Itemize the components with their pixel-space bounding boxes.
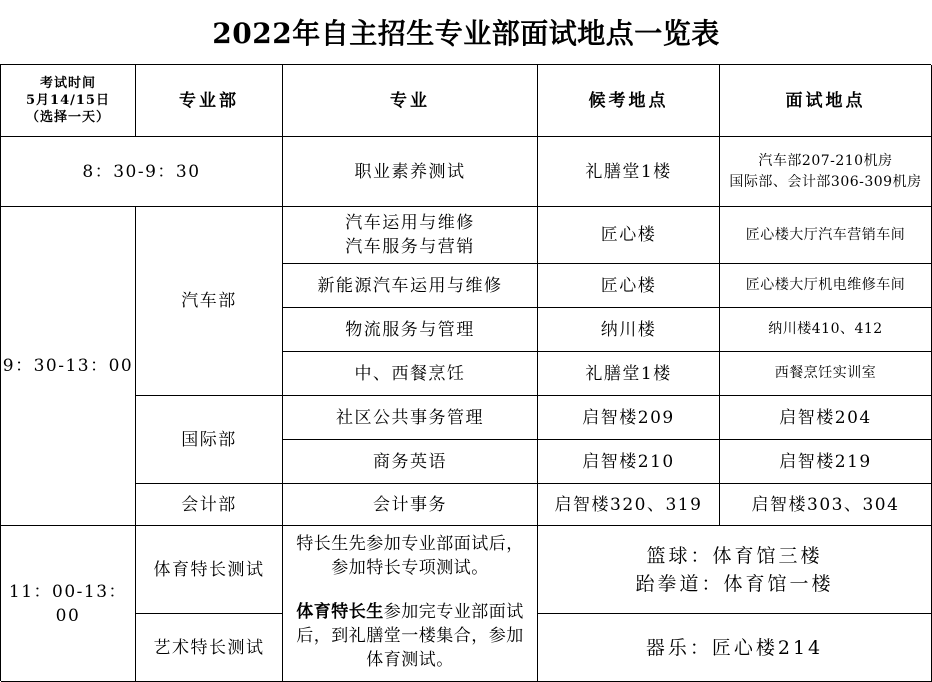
literacy-major: 职业素养测试 [283, 137, 538, 207]
header-exam-time: 考试时间 5月14/15日 （选择一天） [1, 65, 136, 137]
special-notes [283, 526, 538, 682]
header-department: 专业部 [136, 65, 283, 137]
header-interview-location: 面试地点 [720, 65, 932, 137]
dept-accounting: 会计部 [136, 484, 283, 526]
note-bottom-bold: 体育特长生 [296, 602, 384, 622]
table-row-interview: 匠心楼大厅机电维修车间 [720, 264, 932, 308]
schedule-table [0, 64, 931, 681]
table-row-interview: 启智楼303、304 [720, 484, 932, 526]
dept-international: 国际部 [136, 396, 283, 484]
table-row-interview: 匠心楼大厅汽车营销车间 [720, 207, 932, 264]
page-title: 2022年自主招生专业部面试地点一览表 [212, 17, 720, 50]
special-time: 11：00-13： 00 [1, 526, 136, 682]
table-row-major: 社区公共事务管理 [283, 396, 538, 440]
header-major: 专业 [283, 65, 538, 137]
header-waiting-location: 候考地点 [538, 65, 720, 137]
literacy-time: 8：30-9：30 [1, 137, 283, 207]
note-top: 特长生先参加专业部面试后，参加特长专项测试。 [296, 534, 524, 578]
note-bottom-rest: 参加完专业部面试后，到礼膳堂一楼集合，参加体育测试。 [296, 602, 524, 670]
table-row-waiting: 启智楼210 [538, 440, 720, 484]
table-row-major: 会计事务 [283, 484, 538, 526]
morning-time: 9：30-13：00 [1, 207, 136, 526]
table-row-interview: 启智楼219 [720, 440, 932, 484]
table-row-interview: 西餐烹饪实训室 [720, 352, 932, 396]
table-row-waiting: 启智楼209 [538, 396, 720, 440]
table-row-waiting: 纳川楼 [538, 308, 720, 352]
literacy-interview: 汽车部207-210机房 国际部、会计部306-309机房 [720, 137, 932, 207]
art-test: 艺术特长测试 [136, 614, 283, 682]
table-row-major: 中、西餐烹饪 [283, 352, 538, 396]
sports-test: 体育特长测试 [136, 526, 283, 614]
table-row-waiting: 礼膳堂1楼 [538, 352, 720, 396]
table-row-major: 汽车运用与维修 汽车服务与营销 [283, 207, 538, 264]
dept-auto: 汽车部 [136, 207, 283, 396]
note-bottom [289, 600, 531, 672]
table-row-interview: 启智楼204 [720, 396, 932, 440]
table-row-waiting: 匠心楼 [538, 207, 720, 264]
literacy-waiting: 礼膳堂1楼 [538, 137, 720, 207]
table-row-waiting: 匠心楼 [538, 264, 720, 308]
sports-location: 篮球：体育馆三楼 跆拳道：体育馆一楼 [538, 526, 932, 614]
table-row-interview: 纳川楼410、412 [720, 308, 932, 352]
table-row-major: 新能源汽车运用与维修 [283, 264, 538, 308]
table-row-major: 商务英语 [283, 440, 538, 484]
table-row-major: 物流服务与管理 [283, 308, 538, 352]
table-row-waiting: 启智楼320、319 [538, 484, 720, 526]
art-location: 器乐：匠心楼214 [538, 614, 932, 682]
